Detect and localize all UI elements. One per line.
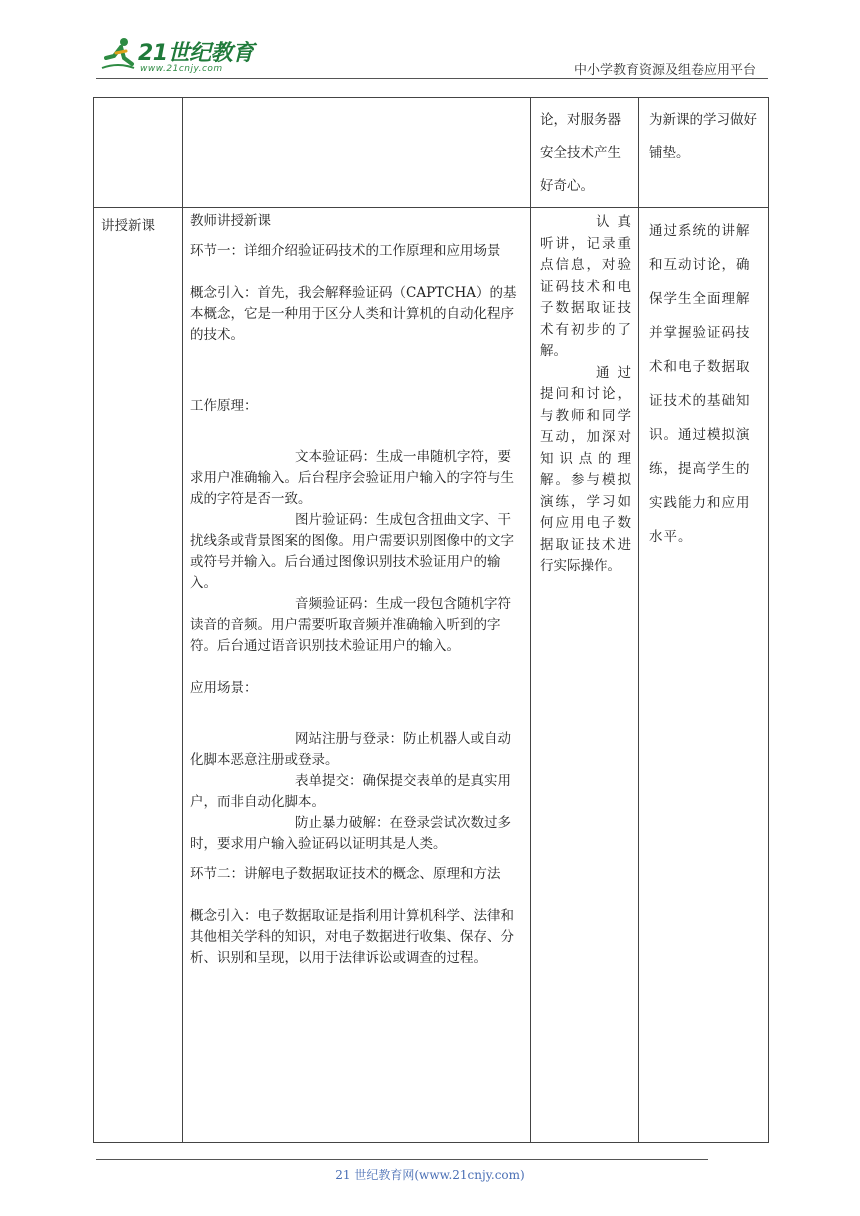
stage-label: 讲授新课 [101,218,155,234]
student-activity-cell [531,208,639,1143]
design-intent-text: 为新课的学习做好铺垫。 [649,112,757,161]
table-row [94,98,769,208]
student-activity-discuss: 通过提问和讨论，与教师和同学互动，加深对知识点的理解。参与模拟演练，学习如何应用电子数据取证技术进行实际操作。 [540,364,631,574]
stage-cell [94,208,183,1143]
scenario-title: 应用场景： [190,680,258,696]
teacher-heading: 教师讲授新课 [190,213,271,229]
student-activity-cell [531,98,639,208]
page-header [96,28,768,80]
student-activity-listen: 认真听讲，记录重点信息，对验证码技术和电子数据取证技术有初步的了解。 [540,214,631,359]
text-captcha-paragraph: 文本验证码：生成一串随机字符，要求用户准确输入。后台程序会验证用户输入的字符与生成的字符是否一致。 [190,449,514,507]
concept-intro-1: 概念引入：首先，我会解释验证码（CAPTCHA）的基本概念，它是一种用于区分人类和计算机的自动化程序的技术。 [190,285,517,343]
design-intent-text: 通过系统的讲解和互动讨论，确保学生全面理解并掌握验证码技术和电子数据取证技术的基础知识。通过模拟演练，提高学生的实践能力和应用水平。 [649,223,751,545]
lesson-plan-table [93,97,769,1143]
site-logo[interactable] [96,28,266,80]
runner-logo-icon [100,36,136,72]
teacher-activity-cell [183,208,531,1143]
scenario-form-submit: 表单提交：确保提交表单的是真实用户，而非自动化脚本。 [190,773,511,810]
section2-title: 环节二：讲解电子数据取证技术的概念、原理和方法 [190,866,501,882]
section1-title: 环节一：详细介绍验证码技术的工作原理和应用场景 [190,243,501,259]
image-captcha-paragraph: 图片验证码：生成包含扭曲文字、干扰线条或背景图案的图像。用户需要识别图像中的文字或符号并输入。后台通过图像识别技术验证用户的输入。 [190,512,514,591]
header-divider [96,78,768,79]
stage-cell-empty [94,98,183,208]
principle-title: 工作原理： [190,398,258,414]
design-intent-cell [639,208,769,1143]
teacher-cell-empty [183,98,531,208]
footer-divider [96,1159,708,1160]
logo-url-text: www.21cnjy.com [140,64,223,74]
audio-captcha-paragraph: 音频验证码：生成一段包含随机字符读音的音频。用户需要听取音频并准确输入听到的字符。后台通过语音识别技术验证用户的输入。 [190,596,511,654]
design-intent-cell [639,98,769,208]
concept-intro-2: 概念引入：电子数据取证是指利用计算机科学、法律和其他相关学科的知识，对电子数据进行收集、保存、分析、识别和呈现，以用于法律诉讼或调查的过程。 [190,908,514,966]
table-row [94,208,769,1143]
logo-brand-text: 21世纪教育 [138,41,254,66]
scenario-brute-force: 防止暴力破解：在登录尝试次数过多时，要求用户输入验证码以证明其是人类。 [190,815,511,852]
footer-link[interactable]: 21 世纪教育网(www.21cnjy.com) [335,1168,525,1182]
platform-title: 中小学教育资源及组卷应用平台 [573,63,756,78]
scenario-registration: 网站注册与登录：防止机器人或自动化脚本恶意注册或登录。 [190,731,511,768]
student-activity-text: 论，对服务器安全技术产生好奇心。 [540,112,621,194]
